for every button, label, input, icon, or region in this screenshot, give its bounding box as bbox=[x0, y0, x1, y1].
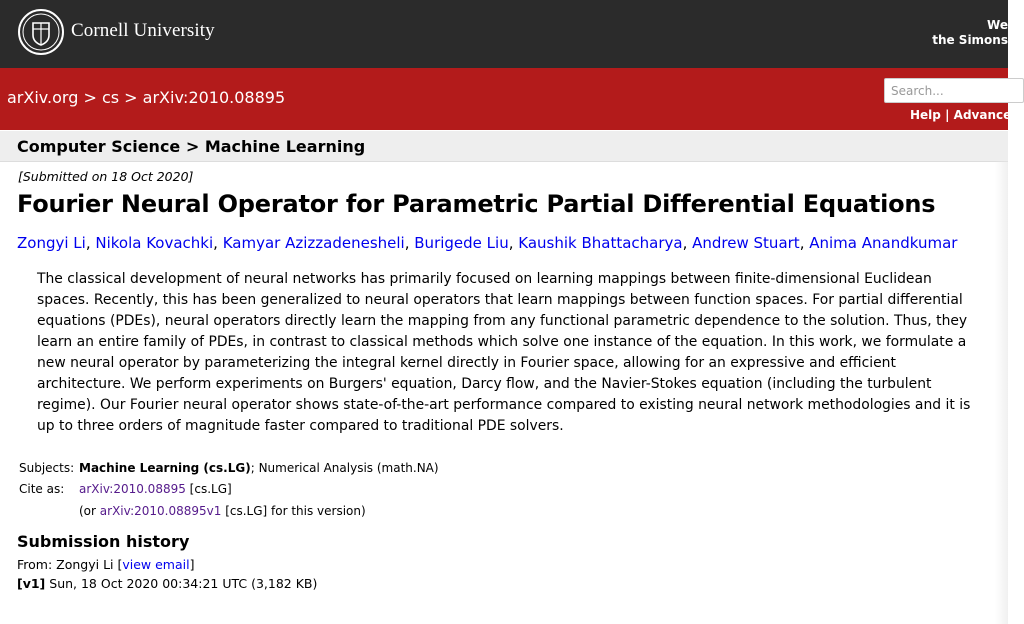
cite-version-value bbox=[79, 504, 366, 518]
cornell-seal-icon[interactable] bbox=[18, 9, 64, 55]
subjects-value bbox=[79, 461, 439, 475]
author-link[interactable]: Nikola Kovachki bbox=[95, 234, 214, 252]
view-email-link[interactable]: view email bbox=[122, 557, 190, 572]
breadcrumb-separator: > bbox=[124, 88, 138, 107]
cite-version-link[interactable]: arXiv:2010.08895v1 bbox=[99, 504, 222, 518]
help-divider: | bbox=[945, 108, 950, 122]
author-link[interactable]: Zongyi Li bbox=[17, 234, 86, 252]
author-link[interactable]: Kaushik Bhattacharya bbox=[518, 234, 683, 252]
submission-date: [Submitted on 18 Oct 2020] bbox=[18, 169, 194, 184]
secondary-subjects: ; Numerical Analysis (math.NA) bbox=[250, 461, 439, 475]
search-input[interactable]: Search... bbox=[884, 78, 1024, 103]
breadcrumb-arxiv[interactable]: arXiv.org bbox=[7, 88, 79, 107]
subjects-row bbox=[19, 461, 439, 475]
author-separator: , bbox=[508, 234, 519, 252]
help-links bbox=[910, 108, 1020, 122]
subject-header bbox=[0, 131, 1008, 162]
page-edge-shadow bbox=[995, 161, 1008, 624]
university-name[interactable]: Cornell University bbox=[71, 20, 215, 41]
subject-header-text[interactable]: Computer Science > Machine Learning bbox=[17, 137, 366, 156]
submitter-prefix: From: Zongyi Li [ bbox=[17, 557, 123, 572]
author-link[interactable]: Kamyar Azizzadenesheli bbox=[222, 234, 405, 252]
paper-title: Fourier Neural Operator for Parametric Partial Differential Equations bbox=[17, 190, 936, 218]
breadcrumb bbox=[7, 88, 285, 107]
author-separator: , bbox=[682, 234, 693, 252]
version-info: Sun, 18 Oct 2020 00:34:21 UTC (3,182 KB) bbox=[45, 576, 318, 591]
author-link[interactable]: Anima Anandkumar bbox=[809, 234, 958, 252]
cite-alt-prefix: (or bbox=[79, 504, 100, 518]
submitter-suffix: ] bbox=[189, 557, 195, 572]
breadcrumb-separator: > bbox=[83, 88, 97, 107]
version-line bbox=[17, 576, 317, 591]
breadcrumb-paper[interactable]: arXiv:2010.08895 bbox=[142, 88, 286, 107]
cornell-header bbox=[0, 0, 1008, 68]
author-link[interactable]: Andrew Stuart bbox=[692, 234, 800, 252]
submission-history-heading: Submission history bbox=[17, 532, 190, 551]
cite-alt-suffix: [cs.LG] for this version) bbox=[221, 504, 366, 518]
author-separator: , bbox=[404, 234, 415, 252]
cite-id-link[interactable]: arXiv:2010.08895 bbox=[79, 482, 186, 496]
cite-row bbox=[19, 482, 232, 496]
advanced-search-link[interactable]: Advanced bbox=[953, 108, 1020, 122]
author-link[interactable]: Burigede Liu bbox=[414, 234, 509, 252]
submitter-line bbox=[17, 557, 194, 572]
author-separator: , bbox=[213, 234, 223, 252]
cite-value bbox=[79, 482, 232, 496]
breadcrumb-cs[interactable]: cs bbox=[101, 88, 120, 107]
cite-version-row bbox=[19, 504, 366, 518]
author-separator: , bbox=[85, 234, 96, 252]
primary-subject: Machine Learning (cs.LG) bbox=[79, 461, 251, 475]
version-tag: [v1] bbox=[17, 576, 46, 591]
subjects-label: Subjects: bbox=[19, 461, 75, 475]
acknowledgement-line-2: the Simons bbox=[932, 33, 1008, 47]
cite-category: [cs.LG] bbox=[185, 482, 232, 496]
cite-label: Cite as: bbox=[19, 482, 65, 496]
abstract-text: The classical development of neural networks has primarily focused on learning mappings between finite-dimensional Euclidean spaces. Recently, this has been generalized to neural operators that learn mappings between function spaces. For partial differential equations (PDEs), neural operators directly learn the mapping from any functional parametric dependence to the solution. Thus, they learn an entire family of PDEs, in contrast to classical methods which solve one instance of the equation. In this work, we formulate a new neural operator by parameterizing the integral kernel directly in Fourier space, allowing for an expressive and efficient architecture. We perform experiments on Burgers' equation, Darcy flow, and the Navier-Stokes equation (including the turbulent regime). Our Fourier neural operator shows state-of-the-art performance compared to existing neural network methodologies and it is up to three orders of magnitude faster compared to traditional PDE solvers. bbox=[37, 271, 971, 434]
author-separator: , bbox=[799, 234, 810, 252]
author-list bbox=[17, 234, 957, 252]
help-link[interactable]: Help bbox=[910, 108, 941, 122]
acknowledgement-line-1: We bbox=[987, 18, 1008, 32]
